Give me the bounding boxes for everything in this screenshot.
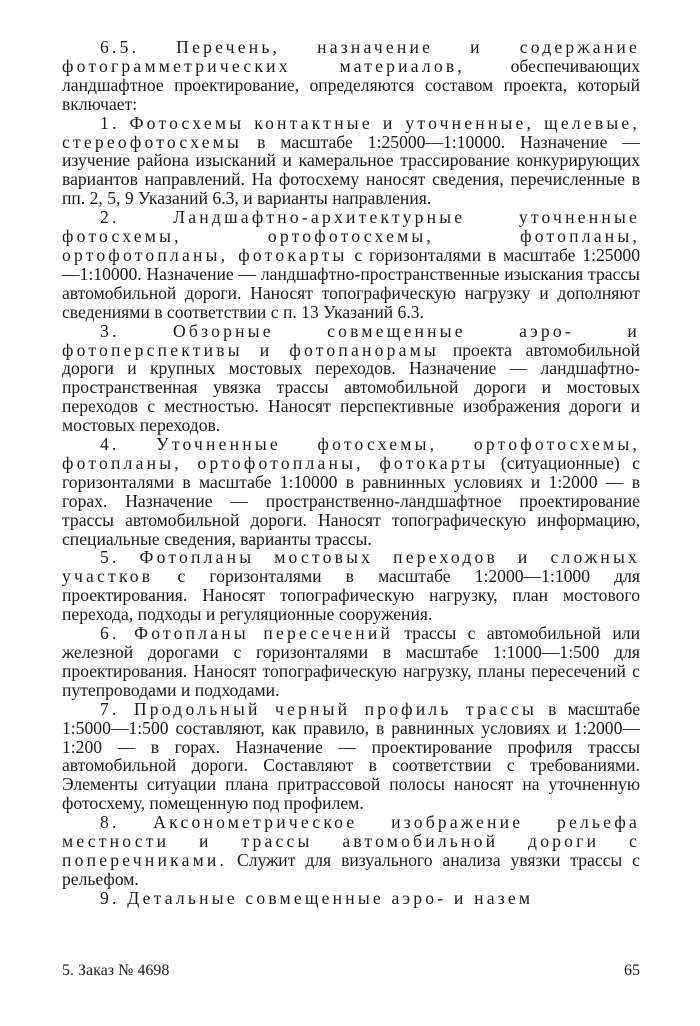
paragraph-lead: 7. Продольный черный профиль трассы: [100, 698, 538, 719]
paragraph-item-9: [62, 889, 640, 908]
paragraph-body: с горизонталями в масштабе 1:2000—1:1000 для проектирования. Наносят топографическую нагрузку, план мостового перехода, подходы и регуляционные сооружения.: [62, 566, 640, 625]
paragraph-lead: 1. Фотосхемы контактные и уточненные, щелевые, стереофотосхемы: [62, 112, 640, 152]
paragraph-6-5: [62, 38, 640, 114]
paragraph-body: обеспечивающих ландшафтное проектирование, определяются составом проекта, который включает:: [62, 55, 640, 114]
paragraph-lead: 4. Уточненные фотосхемы, ортофотосхемы, фотопланы, ортофотопланы, фотокарты: [62, 434, 640, 473]
print-order-code: 5. Заказ № 4698: [62, 962, 170, 979]
paragraph-lead: 3. Обзорные совмещенные аэро- и фотоперспективы и фотопанорамы: [62, 320, 640, 360]
paragraph-item-1: [62, 114, 640, 209]
paragraph-item-2: [62, 208, 640, 321]
paragraph-item-4: [62, 435, 640, 548]
paragraph-body: (ситуационные) с горизонталями в масштабе 1:10000 в равнинных условиях и 1:2000 — в горах. Назначение — пространственно-ландшафтное проектирование трассы автомобильной дороги. Наносят топографическую информацию, специальные сведения, варианты трассы.: [62, 452, 641, 549]
paragraph-lead: 6. Фотопланы пересечений: [100, 623, 394, 644]
paragraph-body: Служит для визуального анализа увязки трассы с рельефом.: [62, 849, 640, 889]
paragraph-item-7: [62, 700, 640, 813]
paragraph-item-3: [62, 322, 640, 435]
paragraph-item-8: [62, 813, 640, 889]
paragraph-item-6: [62, 624, 640, 700]
paragraph-body: проекта автомобильной дороги и крупных мостовых переходов. Назначение — ландшафтно-пространственная увязка трассы автомобильной дороги и мостовых переходов с местностью. Наносят перспективные изображения дороги и мостовых переходов.: [62, 339, 640, 436]
paragraph-lead: 8. Аксонометрическое изображение рельефа местности и трассы автомобильной дороги с поперечниками.: [62, 812, 640, 870]
page-text: [62, 38, 640, 908]
paragraph-lead: 5. Фотопланы мостовых переходов и сложных участков: [62, 547, 640, 587]
page-number: 65: [624, 962, 640, 979]
paragraph-body: в масштабе 1:25000—1:10000. Назначение — изучение района изысканий и камеральное трассирование конкурирующих вариантов направлений. На фотосхему наносят сведения, перечисленные в пп. 2, 5, 9 Указаний 6.3, и варианты направления.: [62, 131, 640, 209]
paragraph-body: с горизонталями в масштабе 1:25000—1:10000. Назначение — ландшафтно-пространственные изыскания трассы автомобильной дороги. Наносят топографическую нагрузку и дополняют сведениями в соответствии с п. 13 Указаний 6.3.: [62, 244, 640, 322]
paragraph-lead: 6.5. Перечень, назначение и содержание фотограмметрических материалов,: [62, 37, 640, 76]
paragraph-lead: 9. Детальные совмещенные аэро- и назем: [100, 887, 534, 908]
paragraph-item-5: [62, 548, 640, 624]
paragraph-body: в масштабе 1:5000—1:500 составляют, как правило, в равнинных условиях и 1:2000—1:200 — в горах. Назначение — проектирование профиля трассы автомобильной дороги. Составляют в соответствии с требованиями. Элементы ситуации плана притрассовой полосы наносят на уточненную фотосхему, помещенную под профилем.: [62, 698, 640, 814]
paragraph-lead: 2. Ландшафтно-архитектурные уточненные фотосхемы, ортофотосхемы, фотопланы, ортофотопланы, фотокарты: [62, 207, 640, 265]
paragraph-body: трассы с автомобильной или железной дорогами с горизонталями в масштабе 1:1000—1:500 для проектирования. Наносят топографическую нагрузку, планы пересечений с путепроводами и подходами.: [62, 623, 640, 700]
